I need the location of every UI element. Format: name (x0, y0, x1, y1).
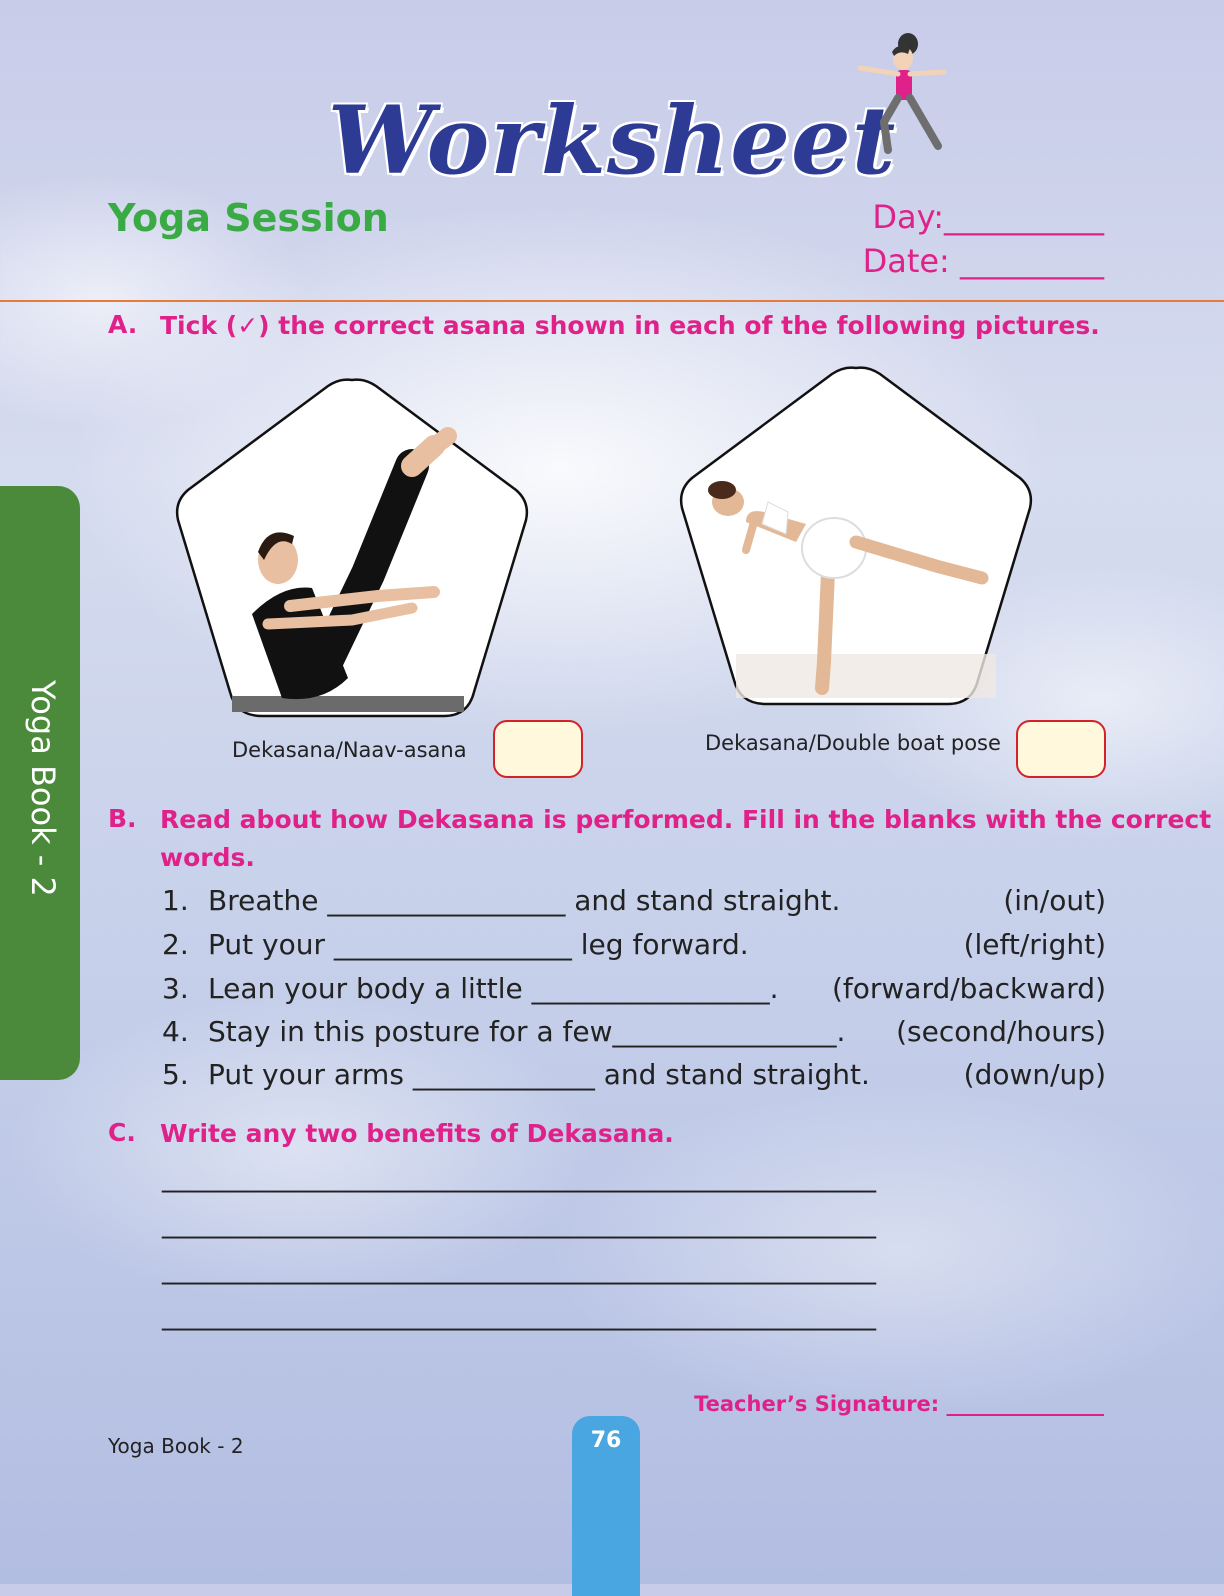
picture-2-caption: Dekasana/Double boat pose (705, 731, 1001, 755)
answer-line-3[interactable]: ___________________________________________________ (162, 1252, 876, 1285)
item-number: 1. (162, 884, 189, 917)
fill-blank-item-4[interactable] (162, 1015, 1106, 1048)
fill-blank-item-2[interactable] (162, 928, 1106, 961)
dekasana-photo (676, 362, 1036, 712)
answer-line-2[interactable]: ___________________________________________________ (162, 1206, 876, 1239)
yoga-girl-illustration (858, 32, 948, 162)
item-hint: (in/out) (1003, 884, 1106, 917)
footer-book-title: Yoga Book - 2 (108, 1434, 244, 1458)
item-number: 4. (162, 1015, 189, 1048)
header-divider (0, 300, 1224, 302)
section-c-letter: C. (108, 1118, 136, 1147)
item-text: Lean your body a little _________________. (208, 972, 779, 1005)
answer-line-4[interactable]: ___________________________________________________ (162, 1298, 876, 1331)
answer-line-1[interactable]: ___________________________________________________ (162, 1160, 876, 1193)
section-b-letter: B. (108, 804, 137, 833)
page-number: 76 (590, 1428, 622, 1453)
fill-blank-item-5[interactable] (162, 1058, 1106, 1091)
item-hint: (down/up) (963, 1058, 1106, 1091)
fill-blank-item-3[interactable] (162, 972, 1106, 1005)
picture-2-tick-box[interactable] (1016, 720, 1106, 778)
day-field[interactable]: Day:__________ (872, 198, 1104, 236)
worksheet-title: Worksheet (327, 86, 897, 196)
item-hint: (left/right) (963, 928, 1106, 961)
item-number: 5. (162, 1058, 189, 1091)
item-number: 3. (162, 972, 189, 1005)
side-tab-label: Yoga Book - 2 (24, 680, 62, 897)
fill-blank-item-1[interactable] (162, 884, 1106, 917)
section-b-instruction-line1: Read about how Dekasana is performed. Fill in the blanks with the correct (160, 805, 1212, 834)
item-text: Breathe _________________ and stand straight. (208, 884, 841, 917)
section-a-instruction: Tick (✓) the correct asana shown in each of the following pictures. (160, 311, 1100, 340)
item-hint: (forward/backward) (831, 972, 1106, 1005)
section-b-instruction-line2: words. (160, 843, 255, 872)
picture-1-caption: Dekasana/Naav-asana (232, 738, 467, 762)
section-c-instruction: Write any two benefits of Dekasana. (160, 1119, 674, 1148)
teacher-signature-field[interactable]: Teacher’s Signature: _______________ (694, 1392, 1104, 1416)
section-a-letter: A. (108, 310, 138, 339)
item-hint: (second/hours) (896, 1015, 1106, 1048)
item-text: Put your arms _____________ and stand straight. (208, 1058, 870, 1091)
date-field[interactable]: Date: _________ (862, 242, 1104, 280)
item-text: Stay in this posture for a few________________. (208, 1015, 846, 1048)
subject-heading: Yoga Session (108, 196, 389, 240)
naavasana-photo (172, 374, 532, 724)
picture-1-tick-box[interactable] (493, 720, 583, 778)
item-number: 2. (162, 928, 189, 961)
item-text: Put your _________________ leg forward. (208, 928, 749, 961)
